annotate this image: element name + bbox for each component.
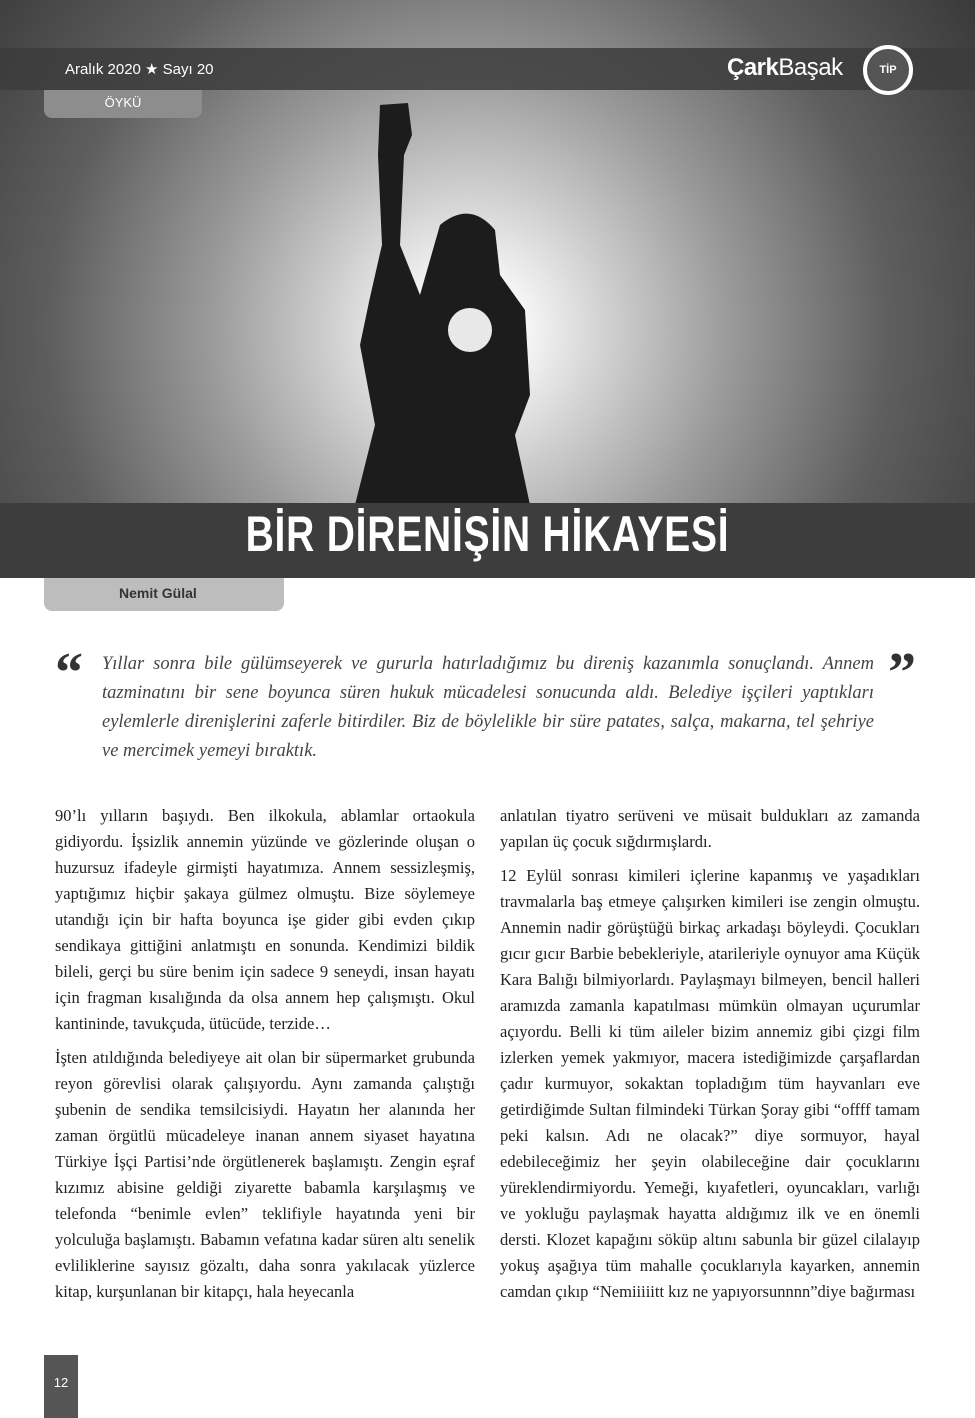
paragraph: 12 Eylül sonrası kimileri içlerine kapanmış ve yaşadıkları travmalarla baş etmeye çalışırken kimileri ise zengin olmuştu. Annemin nadir görüştüğü birkaç arkadaşı böyleydi. Çocukları gıcır gıcır Barbie bebekleriyle, atarileriyle oynuyor ama Küçük Kara Balığı bilmiyorlardı. Paylaşmayı bilmeyen, bencil halleri aramızda zamanla kapatılması mümkün olmayan uçurumlar açıyordu. Belli ki tüm aileler bizim annemiz gibi çizgi film izlerken yemek yakmıyor, macera istediğimizde çarşaflardan çadır kurmuyor, sokaktan topladığım tüm hayvanları eve getirdiğimde Sultan filmindeki Türkan Şoray gibi “offff tamam peki kalsın. Adı ne olacak?” diye sormuyor, hayal edebileceğimiz her şeyin olabileceğine dair çocuklarını yüreklendirmiyordu. Yemeği, kıyafetleri, oyuncakları, varlığı ve yokluğu paylaşmak hayatta aldığımız ilk ve en önemli dersti. Klozet kapağını söküp altını sabunla bir güzel cilalayıp yokuş aşağıya tüm mahalle çocuklarıyla kayarken, annemin camdan çıkıp “Nemiiiiitt kız ne yapıyorsunnnn”diye bağırması xyxy=(500,866,920,1301)
logo-light: Başak xyxy=(778,54,843,81)
right-column xyxy=(500,803,920,1313)
paragraph: anlatılan tiyatro serüveni ve müsait buldukları az zamanda yapılan üç çocuk sığdırmışlardı. xyxy=(500,806,920,851)
left-column xyxy=(55,803,475,1313)
article-title: BİR DİRENİŞİN HİKAYESİ xyxy=(245,506,730,562)
seal-text: TİP xyxy=(879,64,897,76)
page-number: 12 xyxy=(44,1355,78,1418)
issue-info: Aralık 2020 ★ Sayı 20 xyxy=(65,61,214,78)
paragraph: İşten atıldığında belediyeye ait olan bir süpermarket grubunda reyon görevlisi olarak çalışıyordu. Aynı zamanda çalıştığı şubenin de sendika temsilcisiydi. Hayatın her alanında her zaman örgütlü mücadeleye inanan annem siyaset hayatına Türkiye İşçi Partisi’nde örgütlenerek başlamıştı. Zengin eşraf kızımız abisine geldiği ziyarette babamla karşılaşmış ve telefonda “benimle evlen” teklifiyle hayatında yeni bir yolculuğa başlamıştı. Babamın vefatına kadar süren altı senelik evliliklerine sayısız gözaltı, daha sonra yakılacak yüzlerce kitap, kurşunlanan bir kitapçı, hala heyecanla xyxy=(55,1048,475,1301)
logo-bold: Çark xyxy=(727,54,779,81)
paragraph: 90’lı yılların başıydı. Ben ilkokula, ablamlar ortaokula gidiyordu. İşsizlik annemin yüzünde ve gözlerinde oluşan o huzursuz ifadeyle girmişti hayatımıza. Annem sessizleşmiş, yaptığımız hiçbir şakaya gülmez olmuştu. Bize söylemeye utandığı için bir hafta boyunca işe gider gibi evden çıkıp sendikaya gittiğini anlatmıştı en sonunda. Kendimizi bildik bileli, gerçi bu süre benim için sadece 9 seneydi, insan hayatı için fragman kısalığında da olsa annem hep çalışmıştı. Okul kantininde, tavukçuda, ütücüde, terzide… xyxy=(55,806,475,1033)
section-tab: ÖYKÜ xyxy=(44,90,202,118)
raised-fist-silhouette xyxy=(300,95,640,505)
author-tab: Nemit Gülal xyxy=(44,578,284,611)
open-quote-icon: “ xyxy=(55,642,83,704)
tip-seal-icon xyxy=(863,45,913,95)
pullquote: Yıllar sonra bile gülümseyerek ve gururla hatırladığımız bu direniş kazanımla sonuçlandı. Annem tazminatını bir sene boyunca süren hukuk mücadelesi sonucunda aldı. Belediye işçileri yaptıkları eylemlerle direnişlerini zaferle bitirdiler. Biz de böylelikle bir süre patates, salça, makarna, tel şehriye ve mercimek yemeyi bıraktık. xyxy=(102,654,874,761)
close-quote-icon: ” xyxy=(888,642,916,704)
magazine-logo xyxy=(727,54,843,82)
